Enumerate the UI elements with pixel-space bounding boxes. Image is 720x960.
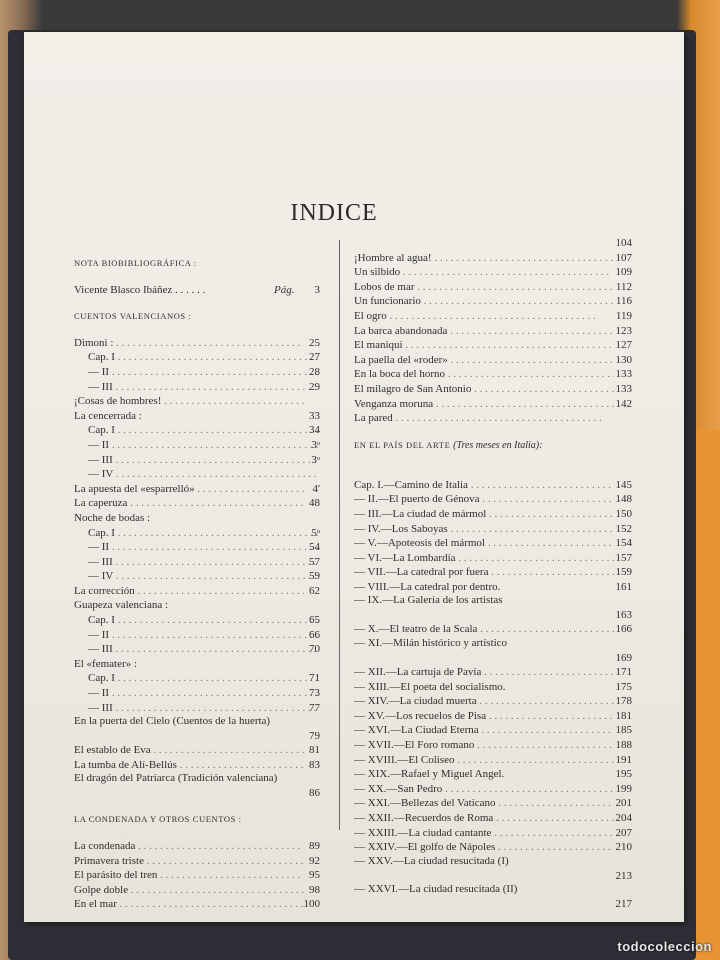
toc-entry-page: 57: [309, 555, 320, 568]
toc-entry-page: 86: [309, 787, 320, 800]
toc-entry: [74, 657, 320, 672]
toc-entry: [354, 883, 632, 911]
toc-entry-title: Cap. I.—Camino de Italia . . .: [354, 478, 614, 493]
toc-entry: [354, 709, 632, 724]
toc-entry-title: — III.—La ciudad de mármol . . .: [354, 507, 614, 522]
toc-entry-title: — VIII.—La catedral por dentro.: [354, 580, 501, 593]
toc-entry-page: 48: [309, 497, 320, 510]
right-column: [354, 236, 632, 911]
toc-entry-page: 119: [615, 309, 632, 322]
toc-entry-title: El parásito del tren . . .: [74, 868, 304, 883]
toc-entry-page: 145: [615, 478, 632, 491]
toc-entry-page: 207: [615, 826, 632, 839]
book-page: [24, 32, 684, 922]
toc-entry-page: 98: [309, 883, 320, 896]
toc-entry-page: 73: [309, 687, 320, 700]
toc-entry-title: — IV . . .: [88, 467, 318, 482]
toc-entry-page: 109: [615, 266, 632, 279]
toc-entry-page: 201: [615, 797, 632, 810]
toc-entry-page: 3ᵒ: [311, 438, 320, 451]
toc-entry: [354, 665, 632, 680]
toc-entry: [354, 397, 632, 412]
toc-entry-title: El maniquí . . .: [354, 338, 612, 353]
toc-entry-title: — II.—El puerto de Génova . . .: [354, 492, 614, 507]
toc-entry-page: 4': [312, 482, 320, 495]
toc-entry: [74, 598, 320, 613]
toc-entry-title: — VII.—La catedral por fuera . . .: [354, 565, 614, 580]
toc-entry-title: La cencerrada :: [74, 409, 142, 422]
section-heading: LA CONDENADA Y OTROS CUENTOS :: [74, 814, 242, 825]
toc-entry-page: 95: [309, 869, 320, 882]
toc-entry-title: El milagro de San Antonio . . .: [354, 382, 614, 397]
toc-entry-page: 83: [309, 758, 320, 771]
toc-entry: [354, 294, 632, 309]
left-column: [74, 256, 320, 912]
toc-entry: [354, 738, 632, 753]
spacer: [74, 324, 320, 336]
toc-entry: [74, 540, 320, 555]
toc-entry-page: 66: [309, 628, 320, 641]
toc-entry-page: 3: [314, 283, 320, 296]
toc-entry-page: 123: [615, 324, 632, 337]
toc-entry: [354, 507, 632, 522]
toc-entry: [354, 723, 632, 738]
toc-entry: [74, 555, 320, 570]
toc-entry-page: 104: [615, 237, 632, 249]
toc-entry-title: — III . . .: [88, 453, 318, 468]
toc-entry-title: El establo de Eva . . .: [74, 743, 304, 758]
toc-entry: [74, 628, 320, 643]
toc-entry-page: 181: [615, 709, 632, 722]
toc-entry-title: — XVII.—El Foro romano . . .: [354, 738, 614, 753]
toc-entry-title: La tumba de Alí-Bellús . . .: [74, 758, 304, 773]
toc-entry-page: 166: [615, 623, 632, 636]
section-heading: [354, 438, 632, 466]
toc-entry-page: 171: [615, 666, 632, 679]
toc-entry-page: 5ᵒ: [311, 526, 320, 539]
toc-entry-title: El ogro . . .: [354, 309, 596, 324]
toc-entry-page: 191: [615, 753, 632, 766]
toc-entry: [354, 367, 632, 382]
toc-entry-title: — XV.—Los recuelos de Pisa . . .: [354, 709, 614, 724]
toc-entry-page: 27: [309, 351, 320, 364]
toc-entry-title: Golpe doble . . .: [74, 883, 304, 898]
toc-entry-title: — V.—Apoteosis del mármol . . .: [354, 536, 614, 551]
toc-entry-title: — XIII.—El poeta del socialismo.: [354, 680, 506, 693]
toc-entry-page: 29: [309, 380, 320, 393]
toc-entry: [74, 453, 320, 468]
toc-entry-page: 107: [615, 251, 632, 264]
toc-entry-page: 178: [615, 695, 632, 708]
toc-entry: [74, 394, 320, 409]
toc-entry-title: — XXII.—Recuerdos de Roma . . .: [354, 811, 614, 826]
toc-entry-title: — XXVI.—La ciudad resucitada (II): [354, 882, 518, 895]
toc-entry-title: Cap. I . . .: [88, 423, 318, 438]
toc-entry-title: La pared . . .: [354, 411, 602, 426]
toc-entry-page: 152: [615, 522, 632, 535]
toc-entry-title: — XVIII.—El Coliseo . . .: [354, 753, 614, 768]
spacer: [354, 466, 632, 478]
toc-entry: [74, 854, 320, 869]
spacer: [74, 297, 320, 309]
toc-entry-page: 112: [615, 280, 632, 293]
toc-entry-title: Vicente Blasco Ibáñez . . . . . .: [74, 283, 206, 296]
toc-entry-title: — II . . .: [88, 365, 318, 380]
toc-entry: [354, 565, 632, 580]
toc-entry-title: En la puerta del Cielo (Cuentos de la huerta): [74, 715, 271, 728]
toc-entry-title: La caperuza . . .: [74, 496, 304, 511]
section-heading-text: EN EL PAÍS DEL ARTE: [354, 439, 451, 450]
toc-entry: [354, 680, 632, 695]
toc-entry: [74, 365, 320, 380]
toc-entry: [354, 694, 632, 709]
toc-entry: [74, 743, 320, 758]
toc-entry-page: 159: [615, 566, 632, 579]
toc-entry-page: 175: [615, 680, 632, 693]
toc-entry-page: 195: [615, 768, 632, 781]
toc-entry-page: 154: [615, 537, 632, 550]
toc-entry: [74, 467, 320, 482]
toc-entry-page: 79: [309, 730, 320, 743]
toc-entry: [74, 883, 320, 898]
toc-entry-title: ¡Hombre al agua! . . .: [354, 251, 614, 266]
toc-entry: [354, 811, 632, 826]
toc-entry-title: — IV . . .: [88, 569, 318, 584]
toc-entry-title: Primavera triste . . .: [74, 854, 304, 869]
toc-entry-title: — XX.—San Pedro . . .: [354, 782, 614, 797]
toc-entry-title: — III . . .: [88, 555, 318, 570]
toc-entry-title: — II . . .: [88, 686, 318, 701]
toc-entry: [74, 350, 320, 365]
toc-entry-page: 142: [615, 397, 632, 410]
toc-entry: [354, 411, 632, 426]
toc-entry: [74, 409, 320, 424]
toc-entry-page: 148: [615, 493, 632, 506]
toc-entry-title: — XI.—Milán histórico y artístico: [354, 637, 508, 650]
toc-entry-title: La apuesta del «esparrelló» . . .: [74, 482, 304, 497]
toc-entry: [354, 826, 632, 841]
spacer: [354, 426, 632, 438]
toc-entry: [354, 492, 632, 507]
toc-entry: [74, 686, 320, 701]
toc-entry-title: — III . . .: [88, 642, 318, 657]
toc-entry-page: 77: [309, 701, 320, 714]
toc-entry-page: 199: [615, 782, 632, 795]
toc-entry-page: 71: [309, 672, 320, 685]
toc-entry-title: — VI.—La Lombardía . . .: [354, 551, 614, 566]
toc-entry: [354, 382, 632, 397]
toc-entry-title: El dragón del Patriarca (Tradición valenciana): [74, 772, 278, 785]
spacer: [74, 827, 320, 839]
toc-entry-title: Noche de bodas :: [74, 511, 151, 524]
toc-entry-title: Dimoni : . . .: [74, 336, 304, 351]
toc-entry-page: 34: [309, 424, 320, 437]
toc-entry: [74, 283, 320, 298]
section-heading: CUENTOS VALENCIANOS :: [74, 311, 192, 322]
toc-entry-title: — III . . .: [88, 380, 318, 395]
section-heading: NOTA BIOBIBLIOGRÁFICA :: [74, 258, 197, 268]
toc-entry-title: — II . . .: [88, 438, 318, 453]
toc-entry-page: 3ᵒ: [311, 453, 320, 466]
toc-entry: [354, 637, 632, 665]
toc-entry-page: 28: [309, 365, 320, 378]
toc-entry-title: — XXIV.—El golfo de Nápoles . . .: [354, 840, 614, 855]
toc-entry-page: 163: [615, 609, 632, 622]
toc-entry: [354, 536, 632, 551]
toc-entry-page: 133: [615, 382, 632, 395]
toc-entry-title: Un funcionario . . .: [354, 294, 614, 309]
toc-entry: [354, 236, 632, 251]
toc-entry: [74, 671, 320, 686]
toc-entry: [74, 584, 320, 599]
toc-entry-title: — II . . .: [88, 628, 318, 643]
toc-entry-page: 25: [309, 336, 320, 349]
toc-entry-title: — IX.—La Galería de los artistas: [354, 594, 503, 607]
toc-entry-title: — XXV.—La ciudad resucitada (I): [354, 854, 509, 867]
toc-entry-title: Guapeza valenciana :: [74, 599, 169, 612]
toc-entry: [354, 338, 632, 353]
toc-entry-page: 62: [309, 584, 320, 597]
toc-entry: [354, 551, 632, 566]
toc-entry-title: — X.—El teatro de la Scala . . .: [354, 622, 614, 637]
toc-entry: [354, 767, 632, 782]
toc-entry: [354, 840, 632, 855]
toc-entry-page: 161: [615, 580, 632, 593]
toc-entry-page: 59: [309, 570, 320, 583]
toc-entry: [74, 496, 320, 511]
toc-entry-title: En el mar . . .: [74, 897, 304, 912]
watermark-logo: todocoleccion: [617, 939, 712, 954]
toc-entry: [354, 324, 632, 339]
spacer: [74, 800, 320, 812]
toc-entry-page: 33: [309, 409, 320, 422]
toc-entry: [354, 782, 632, 797]
toc-entry: [74, 569, 320, 584]
toc-entry: [74, 897, 320, 912]
toc-entry: [354, 622, 632, 637]
toc-entry: [74, 839, 320, 854]
toc-entry-page: 116: [615, 295, 632, 308]
toc-entry-page: 89: [309, 840, 320, 852]
toc-entry-title: — IV.—Los Saboyas . . .: [354, 522, 614, 537]
page-title: INDICE: [290, 200, 378, 226]
toc-entry-title: Cap. I . . .: [88, 526, 318, 541]
toc-entry: [354, 280, 632, 295]
section-heading-subtitle: (Tres meses en Italia):: [453, 439, 543, 451]
toc-entry-title: — II . . .: [88, 540, 318, 555]
spacer: [74, 271, 320, 283]
toc-entry-title: La barca abandonada . . .: [354, 324, 614, 339]
toc-entry: [354, 855, 632, 883]
toc-entry-page: 150: [615, 507, 632, 520]
toc-entry: [74, 482, 320, 497]
toc-entry: [354, 251, 632, 266]
toc-entry-page: 65: [309, 614, 320, 627]
toc-entry: [74, 868, 320, 883]
toc-entry-page: 130: [615, 353, 632, 366]
toc-entry-page: 217: [615, 897, 632, 910]
toc-entry-title: — XII.—La cartuja de Pavía . . .: [354, 665, 614, 680]
toc-entry: [354, 580, 632, 595]
pag-abbrev: Pág.: [274, 283, 295, 296]
toc-entry-page: 81: [309, 744, 320, 757]
toc-entry-title: ¡Cosas de hombres! . . .: [74, 394, 304, 409]
toc-entry: [354, 309, 632, 324]
toc-entry: [354, 478, 632, 493]
toc-entry: [74, 715, 320, 743]
toc-entry-page: 204: [615, 812, 632, 824]
toc-entry: [74, 613, 320, 628]
toc-entry-page: 92: [309, 854, 320, 867]
toc-entry-page: 127: [615, 339, 632, 352]
toc-entry-page: 70: [309, 643, 320, 656]
toc-entry: [354, 353, 632, 368]
toc-entry: [354, 265, 632, 280]
toc-entry: [74, 772, 320, 800]
toc-entry-title: Venganza moruna . . .: [354, 397, 614, 412]
toc-entry: [354, 796, 632, 811]
toc-entry-title: Lobos de mar . . .: [354, 280, 614, 295]
toc-entry-title: Cap. I . . .: [88, 613, 318, 628]
column-divider: [339, 240, 340, 830]
toc-entry-title: — XIV.—La ciudad muerta . . .: [354, 694, 614, 709]
toc-entry-page: 157: [615, 551, 632, 564]
toc-entry-title: — XVI.—La Ciudad Eterna . . .: [354, 723, 614, 738]
toc-entry: [74, 642, 320, 657]
toc-entry-title: En la boca del horno . . .: [354, 367, 614, 382]
toc-entry: [74, 511, 320, 526]
toc-entry: [354, 753, 632, 768]
toc-entry-page: 188: [615, 739, 632, 752]
toc-entry: [74, 438, 320, 453]
toc-entry-page: 185: [615, 724, 632, 737]
toc-entry: [74, 758, 320, 773]
toc-entry-page: 210: [615, 841, 632, 854]
toc-entry-title: El «femater» :: [74, 657, 137, 670]
toc-entry: [354, 522, 632, 537]
toc-entry-title: — XIX.—Rafael y Miguel Angel.: [354, 768, 505, 781]
toc-entry: [354, 594, 632, 622]
toc-entry: [74, 423, 320, 438]
toc-entry-title: Cap. I . . .: [88, 671, 318, 686]
toc-entry-page: 213: [615, 869, 632, 882]
toc-entry-page: 100: [303, 898, 320, 911]
toc-entry-title: La paella del «roder» . . .: [354, 353, 614, 368]
toc-entry-title: Cap. I . . .: [88, 350, 318, 365]
toc-entry: [74, 526, 320, 541]
toc-entry-title: — III . . .: [88, 701, 318, 716]
toc-entry-title: — XXIII.—La ciudad cantante . . .: [354, 826, 614, 841]
toc-entry: [74, 336, 320, 351]
toc-entry-page: 54: [309, 541, 320, 554]
toc-entry-title: Un silbido . . .: [354, 265, 609, 280]
toc-entry-title: La corrección . . .: [74, 584, 304, 599]
toc-entry: [74, 380, 320, 395]
toc-entry-title: — XXI.—Bellezas del Vaticano . . .: [354, 796, 614, 811]
toc-entry-page: 169: [615, 652, 632, 665]
toc-entry: [74, 701, 320, 716]
toc-entry-page: 133: [615, 368, 632, 381]
toc-entry-title: La condenada . . .: [74, 839, 304, 854]
